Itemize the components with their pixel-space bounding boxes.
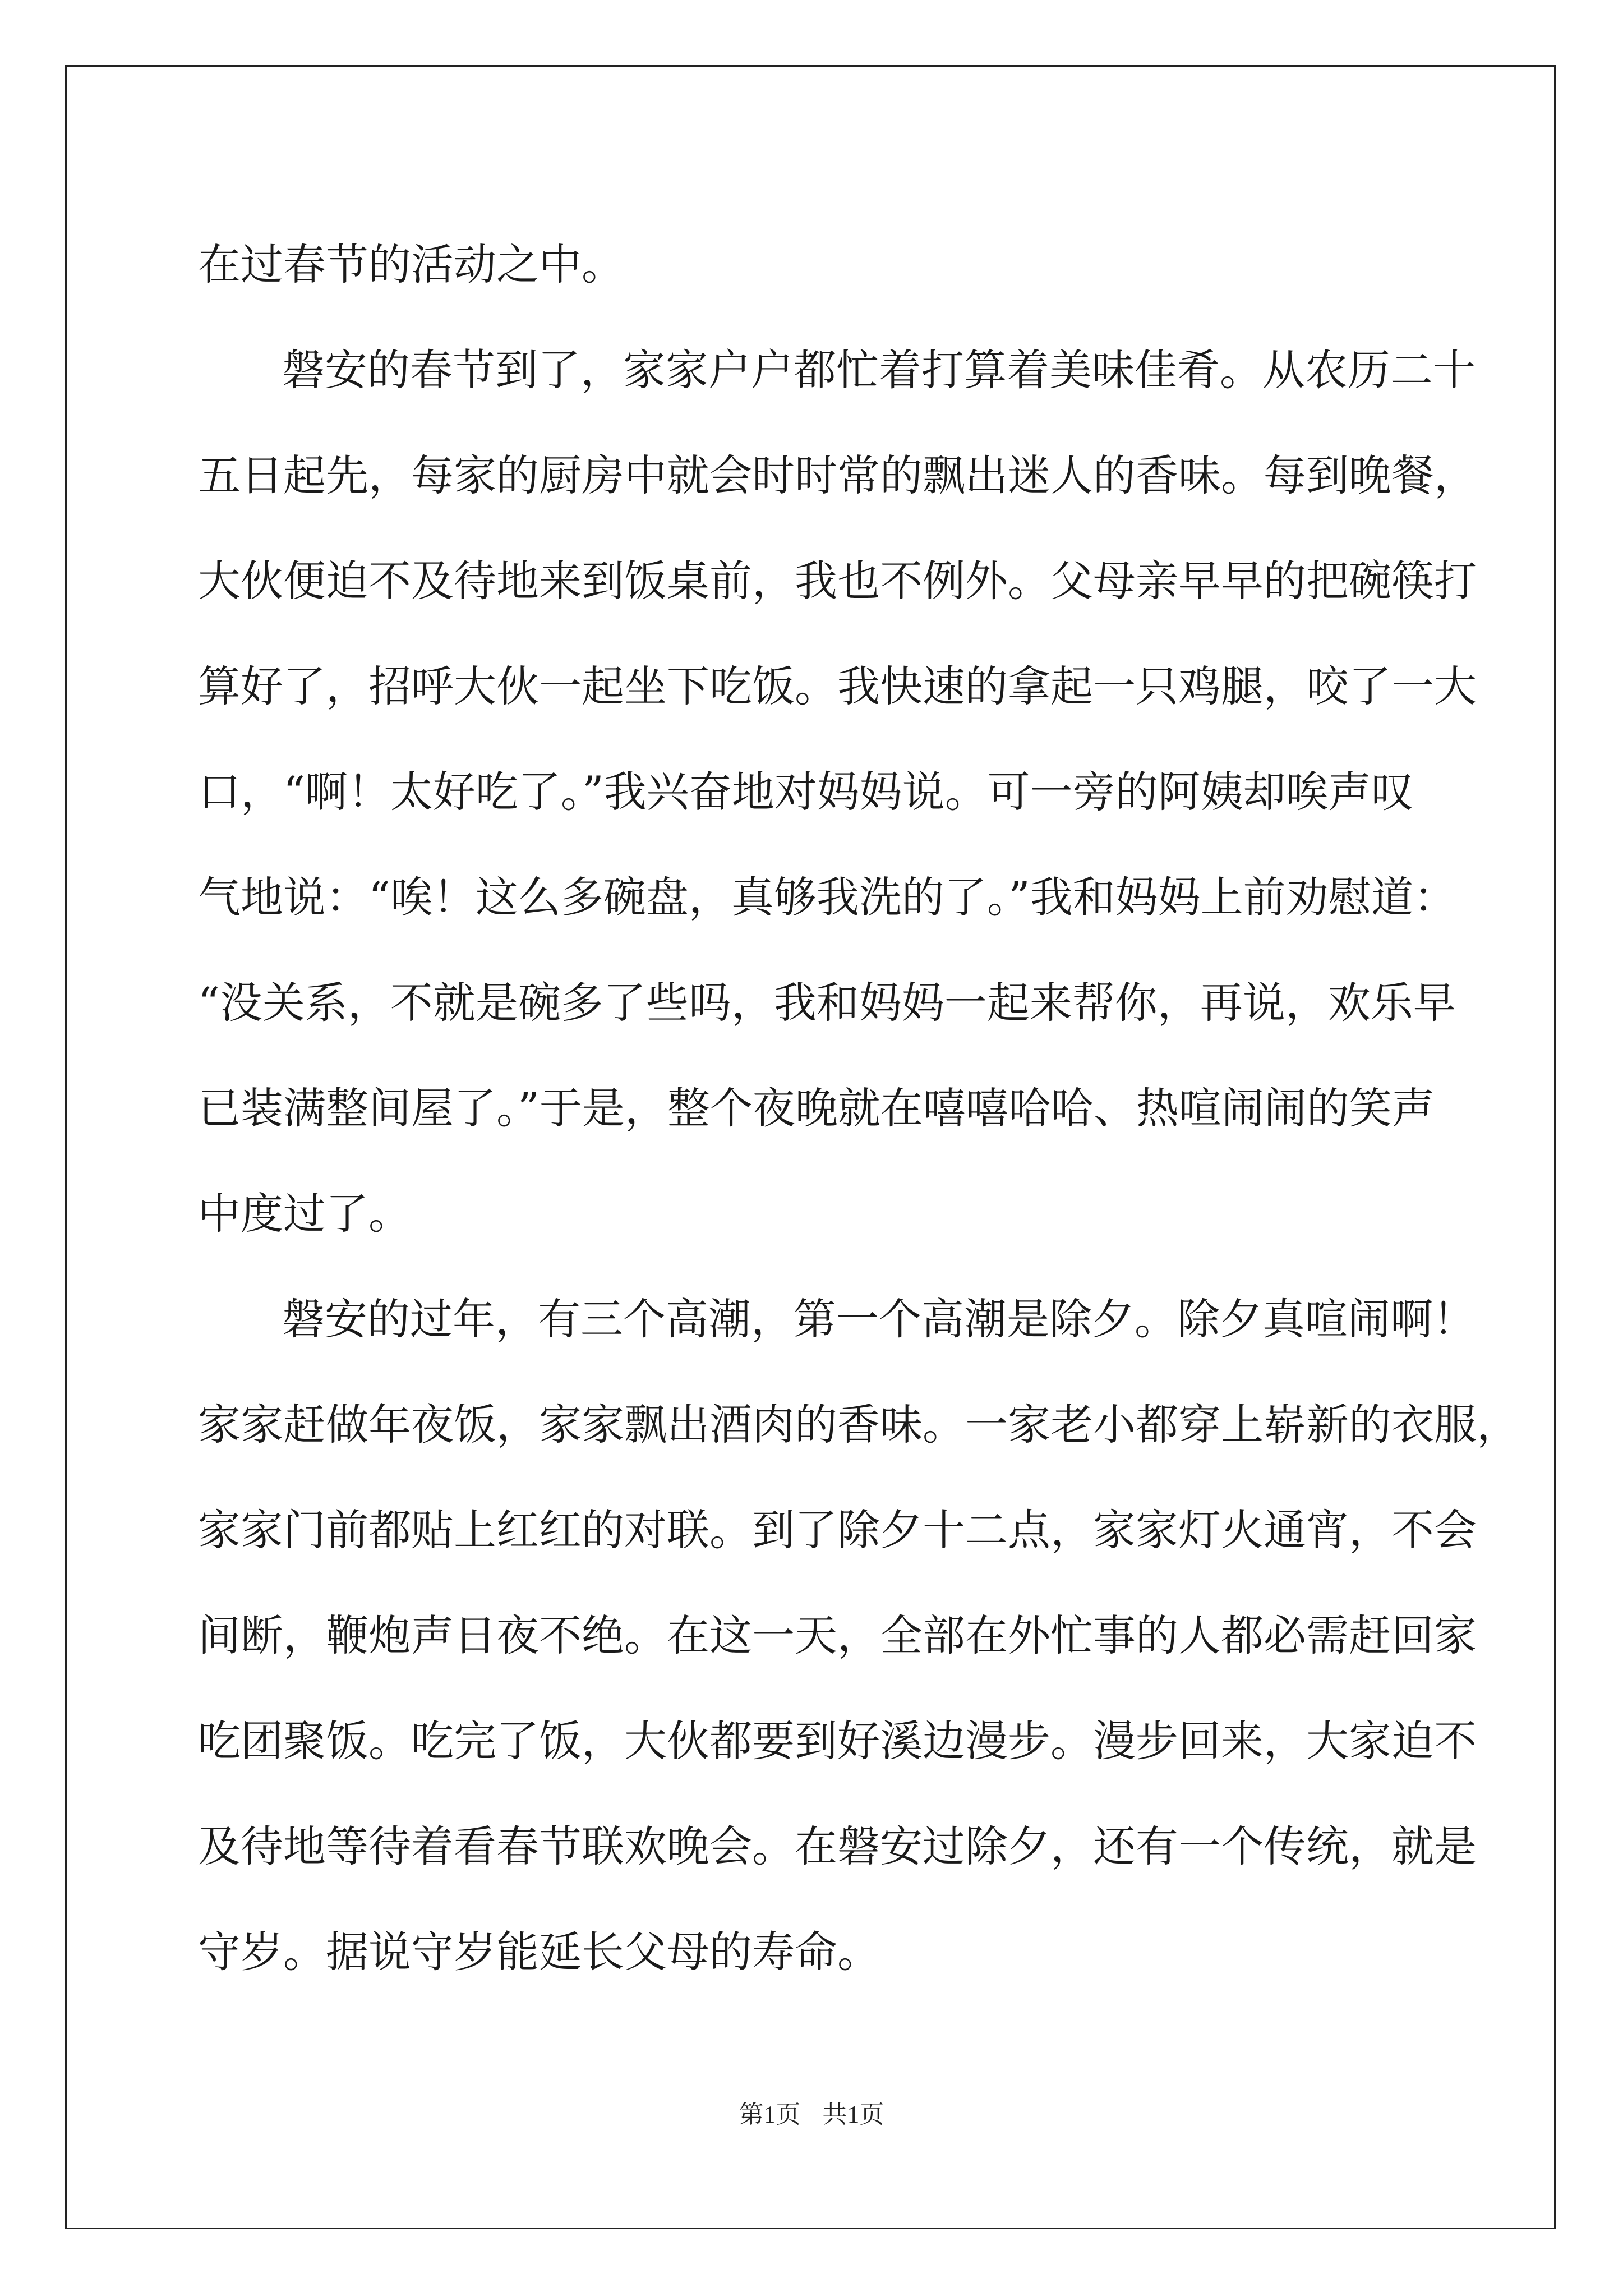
text-line: “没关系，不就是碗多了些吗，我和妈妈一起来帮你，再说，欢乐早 <box>198 978 1456 1028</box>
text-line: 算好了，招呼大伙一起坐下吃饭。我快速的拿起一只鸡腿，咬了一大 <box>198 661 1477 711</box>
document-body <box>198 212 1519 2005</box>
text-line: 中度过了。 <box>198 1189 411 1239</box>
page-number-total: 共1页 <box>822 2101 884 2128</box>
text-line: 五日起先，每家的厨房中就会时时常的飘出迷人的香味。每到晚餐， <box>198 450 1477 500</box>
text-line: 家家门前都贴上红红的对联。到了除夕十二点，家家灯火通宵，不会 <box>198 1505 1477 1555</box>
paragraph-first-line: 磐安的春节到了，家家户户都忙着打算着美味佳肴。从农历二十 <box>282 345 1476 395</box>
paragraph-first-line: 磐安的过年，有三个高潮，第一个高潮是除夕。除夕真喧闹啊！ <box>282 1294 1476 1344</box>
page-number-current: 第1页 <box>739 2101 801 2128</box>
text-line: 守岁。据说守岁能延长父母的寿命。 <box>198 1927 880 1977</box>
text-line: 大伙便迫不及待地来到饭桌前，我也不例外。父母亲早早的把碗筷打 <box>198 556 1477 606</box>
text-line: 间断，鞭炮声日夜不绝。在这一天，全部在外忙事的人都必需赶回家 <box>198 1611 1477 1660</box>
text-line: 口，“啊！太好吃了。”我兴奋地对妈妈说。可一旁的阿姨却唉声叹 <box>198 767 1414 817</box>
text-line: 家家赶做年夜饭，家家飘出酒肉的香味。一家老小都穿上崭新的衣服， <box>198 1400 1519 1450</box>
text-line: 在过春节的活动之中。 <box>198 240 624 289</box>
text-line: 气地说：“唉！这么多碗盘，真够我洗的了。”我和妈妈上前劝慰道： <box>198 872 1456 922</box>
text-line: 已装满整间屋了。”于是，整个夜晚就在嘻嘻哈哈、热喧闹闹的笑声 <box>198 1083 1435 1133</box>
text-line: 及待地等待着看春节联欢晚会。在磐安过除夕，还有一个传统，就是 <box>198 1821 1477 1871</box>
page-footer <box>0 2098 1623 2132</box>
text-line: 吃团聚饭。吃完了饭，大伙都要到好溪边漫步。漫步回来，大家迫不 <box>198 1716 1477 1766</box>
